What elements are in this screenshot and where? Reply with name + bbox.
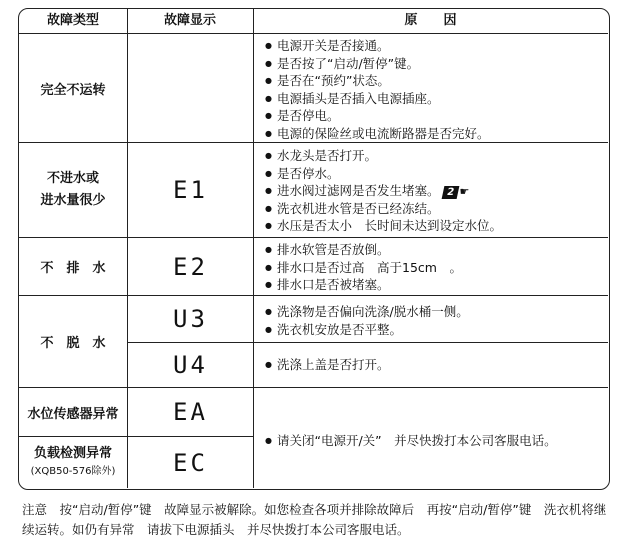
fault-type-line: 负载检测异常 [33, 445, 112, 461]
list-item: ● 洗涤上盖是否打开。 [265, 356, 390, 374]
list-item: ● 洗衣机进水管是否已经冻结。 [265, 200, 502, 218]
list-item: ● 是否停水。 [265, 165, 502, 183]
model-exception: (XQB50-576除外) [30, 465, 116, 477]
fault-code-u4: U4 [173, 351, 208, 379]
header-cause: 原 因 [404, 13, 457, 28]
list-item: ● 电源开关是否接通。 [265, 37, 490, 55]
fault-type-no-run: 完全不运转 [40, 82, 106, 98]
fault-type-water-sensor: 水位传感器异常 [27, 406, 119, 422]
list-item: ● 洗衣机安放是否平整。 [265, 321, 469, 339]
reason-text: 进水阀过滤网是否发生堵塞。 [276, 183, 440, 198]
col-divider-2 [253, 9, 254, 488]
header-display: 故障显示 [163, 13, 216, 28]
fault-code-ec: EC [173, 448, 208, 477]
list-item: ● 排水口是否被堵塞。 [265, 276, 462, 294]
troubleshooting-table [18, 8, 610, 490]
fault-code-u3: U3 [173, 305, 208, 333]
list-item: ● 电源插头是否插入电源插座。 [265, 90, 490, 108]
list-item: ● 是否停电。 [265, 107, 490, 125]
fault-code-e2: E2 [173, 252, 208, 281]
fault-type-line: 进水量很少 [40, 193, 106, 208]
header-type: 故障类型 [46, 13, 99, 28]
reasons-contact-service [265, 432, 557, 450]
list-item: ● 排水软管是否放倒。 [265, 241, 462, 259]
list-item: ● 排水口是否过高 高于15cm 。 [265, 259, 462, 277]
reasons-no-water [265, 147, 502, 235]
list-item: ● 洗涤物是否偏向洗涤/脱水桶一侧。 [265, 303, 469, 321]
fault-type-no-drain: 不 排 水 [40, 261, 106, 276]
list-item: ● 是否在“预约”状态。 [265, 72, 490, 90]
footnote: 注意 按“启动/暂停”键 故障显示被解除。如您检查各项并排除故障后 再按“启动/暂停”键 洗衣机将继续运转。如仍有异常 请拔下电源插头 并尽快拨打本公司客服电话。 [22, 502, 607, 537]
reasons-lid-open [265, 356, 390, 374]
fault-type-no-spin: 不 脱 水 [40, 336, 106, 351]
list-item [265, 182, 502, 200]
fault-type-load-detect [19, 437, 127, 488]
reference-badge: 2 [441, 186, 459, 199]
reasons-unbalanced [265, 303, 469, 338]
list-item: ● 请关闭“电源开/关” 并尽快拨打本公司客服电话。 [265, 432, 557, 450]
list-item: ● 水龙头是否打开。 [265, 147, 502, 165]
reasons-no-drain [265, 241, 462, 294]
list-item: ● 是否按了“启动/暂停”键。 [265, 55, 490, 73]
fault-type-line: 不进水或 [46, 171, 99, 186]
list-item: ● 水压是否太小 长时间未达到设定水位。 [265, 217, 502, 235]
reasons-no-run [265, 37, 490, 142]
fault-code-e1: E1 [173, 176, 208, 204]
pointing-hand-icon: ☛ [459, 185, 470, 198]
fault-type-no-water [19, 143, 127, 237]
list-item: ● 电源的保险丝或电流断路器是否完好。 [265, 125, 490, 143]
fault-code-ea: EA [173, 398, 208, 426]
